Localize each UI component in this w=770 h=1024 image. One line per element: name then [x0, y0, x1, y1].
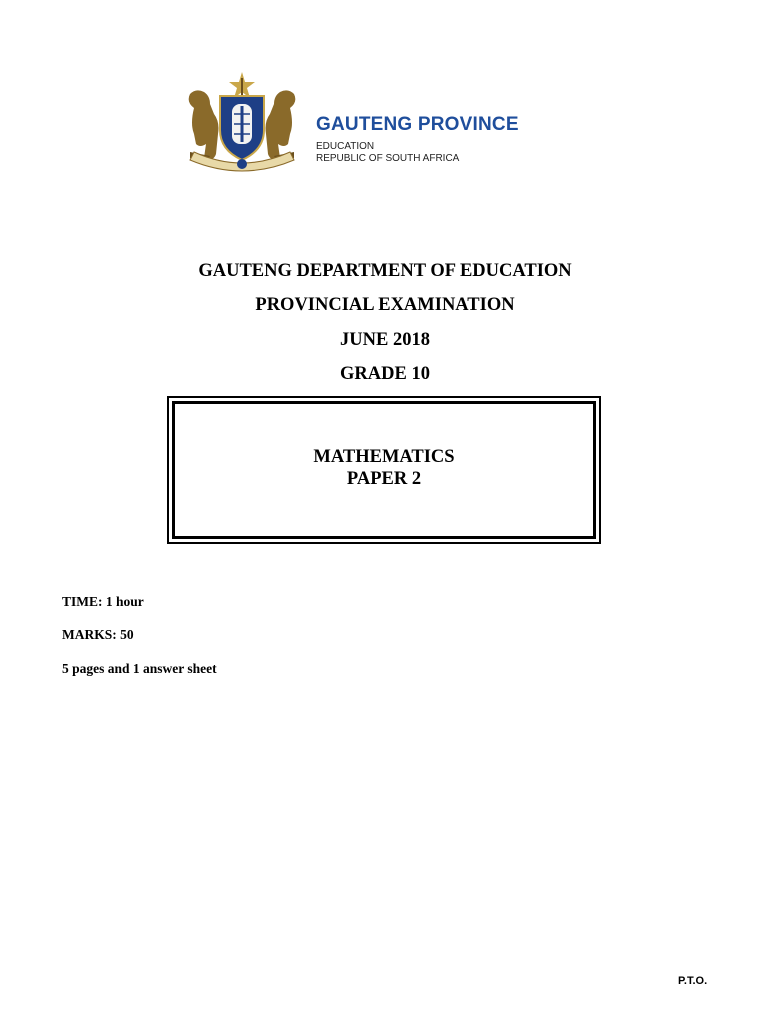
marks-info: MARKS: 50: [62, 627, 134, 642]
pto-label: P.T.O.: [678, 975, 708, 987]
time-info: TIME: 1 hour: [62, 594, 144, 609]
paper-number: PAPER 2: [346, 469, 422, 489]
subject-box: [167, 396, 601, 544]
subject-title: MATHEMATICS: [313, 447, 455, 467]
logo-subtitle-country: REPUBLIC OF SOUTH AFRICA: [316, 153, 460, 164]
pages-info: 5 pages and 1 answer sheet: [62, 661, 217, 676]
logo-subtitle-education: EDUCATION: [316, 141, 375, 152]
exam-date-heading: JUNE 2018: [340, 330, 430, 350]
grade-heading: GRADE 10: [340, 364, 430, 384]
coat-of-arms-icon: [176, 68, 308, 176]
department-heading: GAUTENG DEPARTMENT OF EDUCATION: [198, 261, 572, 281]
exam-type-heading: PROVINCIAL EXAMINATION: [255, 295, 515, 315]
gauteng-province-logo: [176, 68, 546, 176]
logo-title: GAUTENG PROVINCE: [316, 114, 519, 135]
